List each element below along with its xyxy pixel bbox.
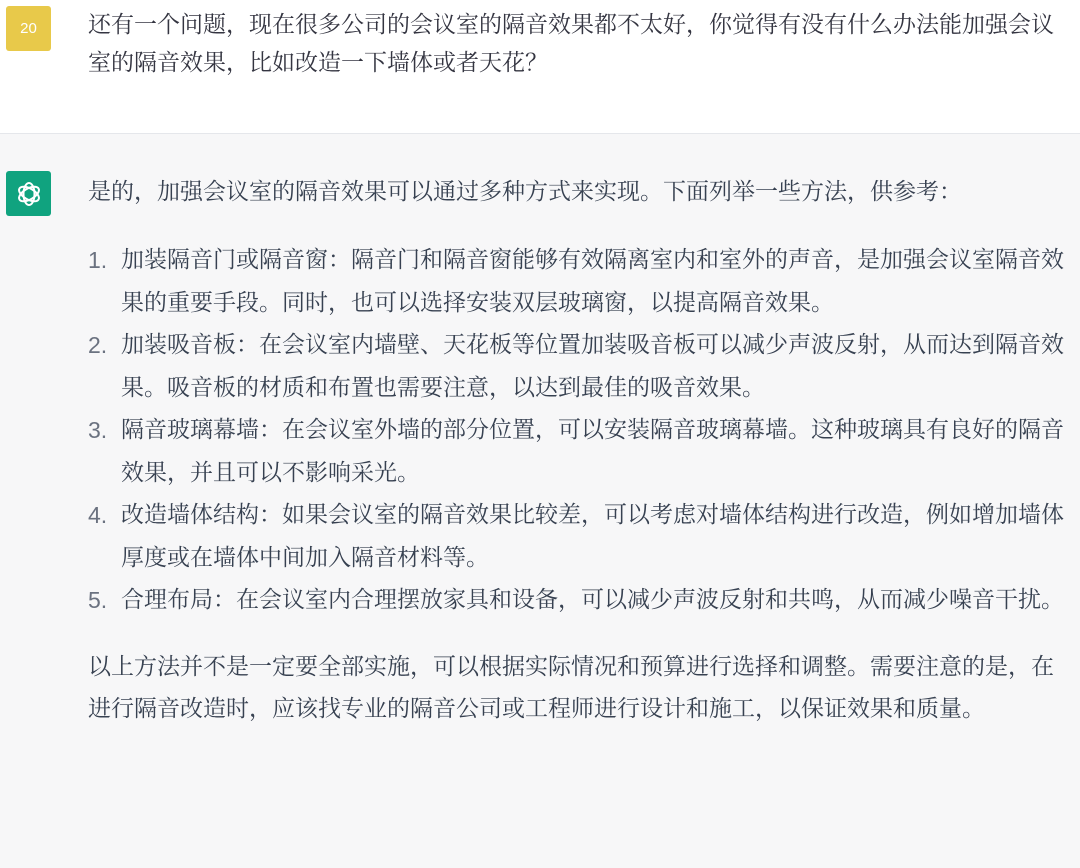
list-item xyxy=(88,239,1073,324)
answer-list xyxy=(88,239,1073,622)
list-item-number: 2. xyxy=(88,332,108,358)
user-message xyxy=(0,0,1080,134)
list-item xyxy=(88,409,1073,494)
list-item xyxy=(88,324,1073,409)
assistant-avatar xyxy=(6,171,51,216)
list-item-text: 隔音玻璃幕墙：在会议室外墙的部分位置，可以安装隔音玻璃幕墙。这种玻璃具有良好的隔音效果，并且可以不影响采光。 xyxy=(121,417,1064,486)
assistant-message-content xyxy=(88,171,1073,730)
list-item-text: 合理布局：在会议室内合理摆放家具和设备，可以减少声波反射和共鸣，从而减少噪音干扰。 xyxy=(121,587,1064,613)
list-item-text: 加装隔音门或隔音窗：隔音门和隔音窗能够有效隔离室内和室外的声音，是加强会议室隔音效果的重要手段。同时，也可以选择安装双层玻璃窗，以提高隔音效果。 xyxy=(121,247,1064,316)
user-avatar: 20 xyxy=(6,6,51,51)
user-message-text: 还有一个问题，现在很多公司的会议室的隔音效果都不太好，你觉得有没有什么办法能加强会议室的隔音效果，比如改造一下墙体或者天花？ xyxy=(88,12,1054,76)
list-item-number: 4. xyxy=(88,502,108,528)
list-item-number: 3. xyxy=(88,417,108,443)
list-item-number: 1. xyxy=(88,247,108,273)
list-item-number: 5. xyxy=(88,587,108,613)
list-item xyxy=(88,494,1073,579)
assistant-message xyxy=(0,134,1080,868)
openai-logo-icon xyxy=(14,179,44,209)
assistant-closing: 以上方法并不是一定要全部实施，可以根据实际情况和预算进行选择和调整。需要注意的是，在进行隔音改造时，应该找专业的隔音公司或工程师进行设计和施工，以保证效果和质量。 xyxy=(88,653,1054,722)
list-item xyxy=(88,579,1073,622)
list-item-text: 加装吸音板：在会议室内墙壁、天花板等位置加装吸音板可以减少声波反射，从而达到隔音效果。吸音板的材质和布置也需要注意，以达到最佳的吸音效果。 xyxy=(121,332,1064,401)
assistant-intro: 是的，加强会议室的隔音效果可以通过多种方式来实现。下面列举一些方法，供参考： xyxy=(88,179,962,205)
list-item-text: 改造墙体结构：如果会议室的隔音效果比较差，可以考虑对墙体结构进行改造，例如增加墙体厚度或在墙体中间加入隔音材料等。 xyxy=(121,502,1064,571)
